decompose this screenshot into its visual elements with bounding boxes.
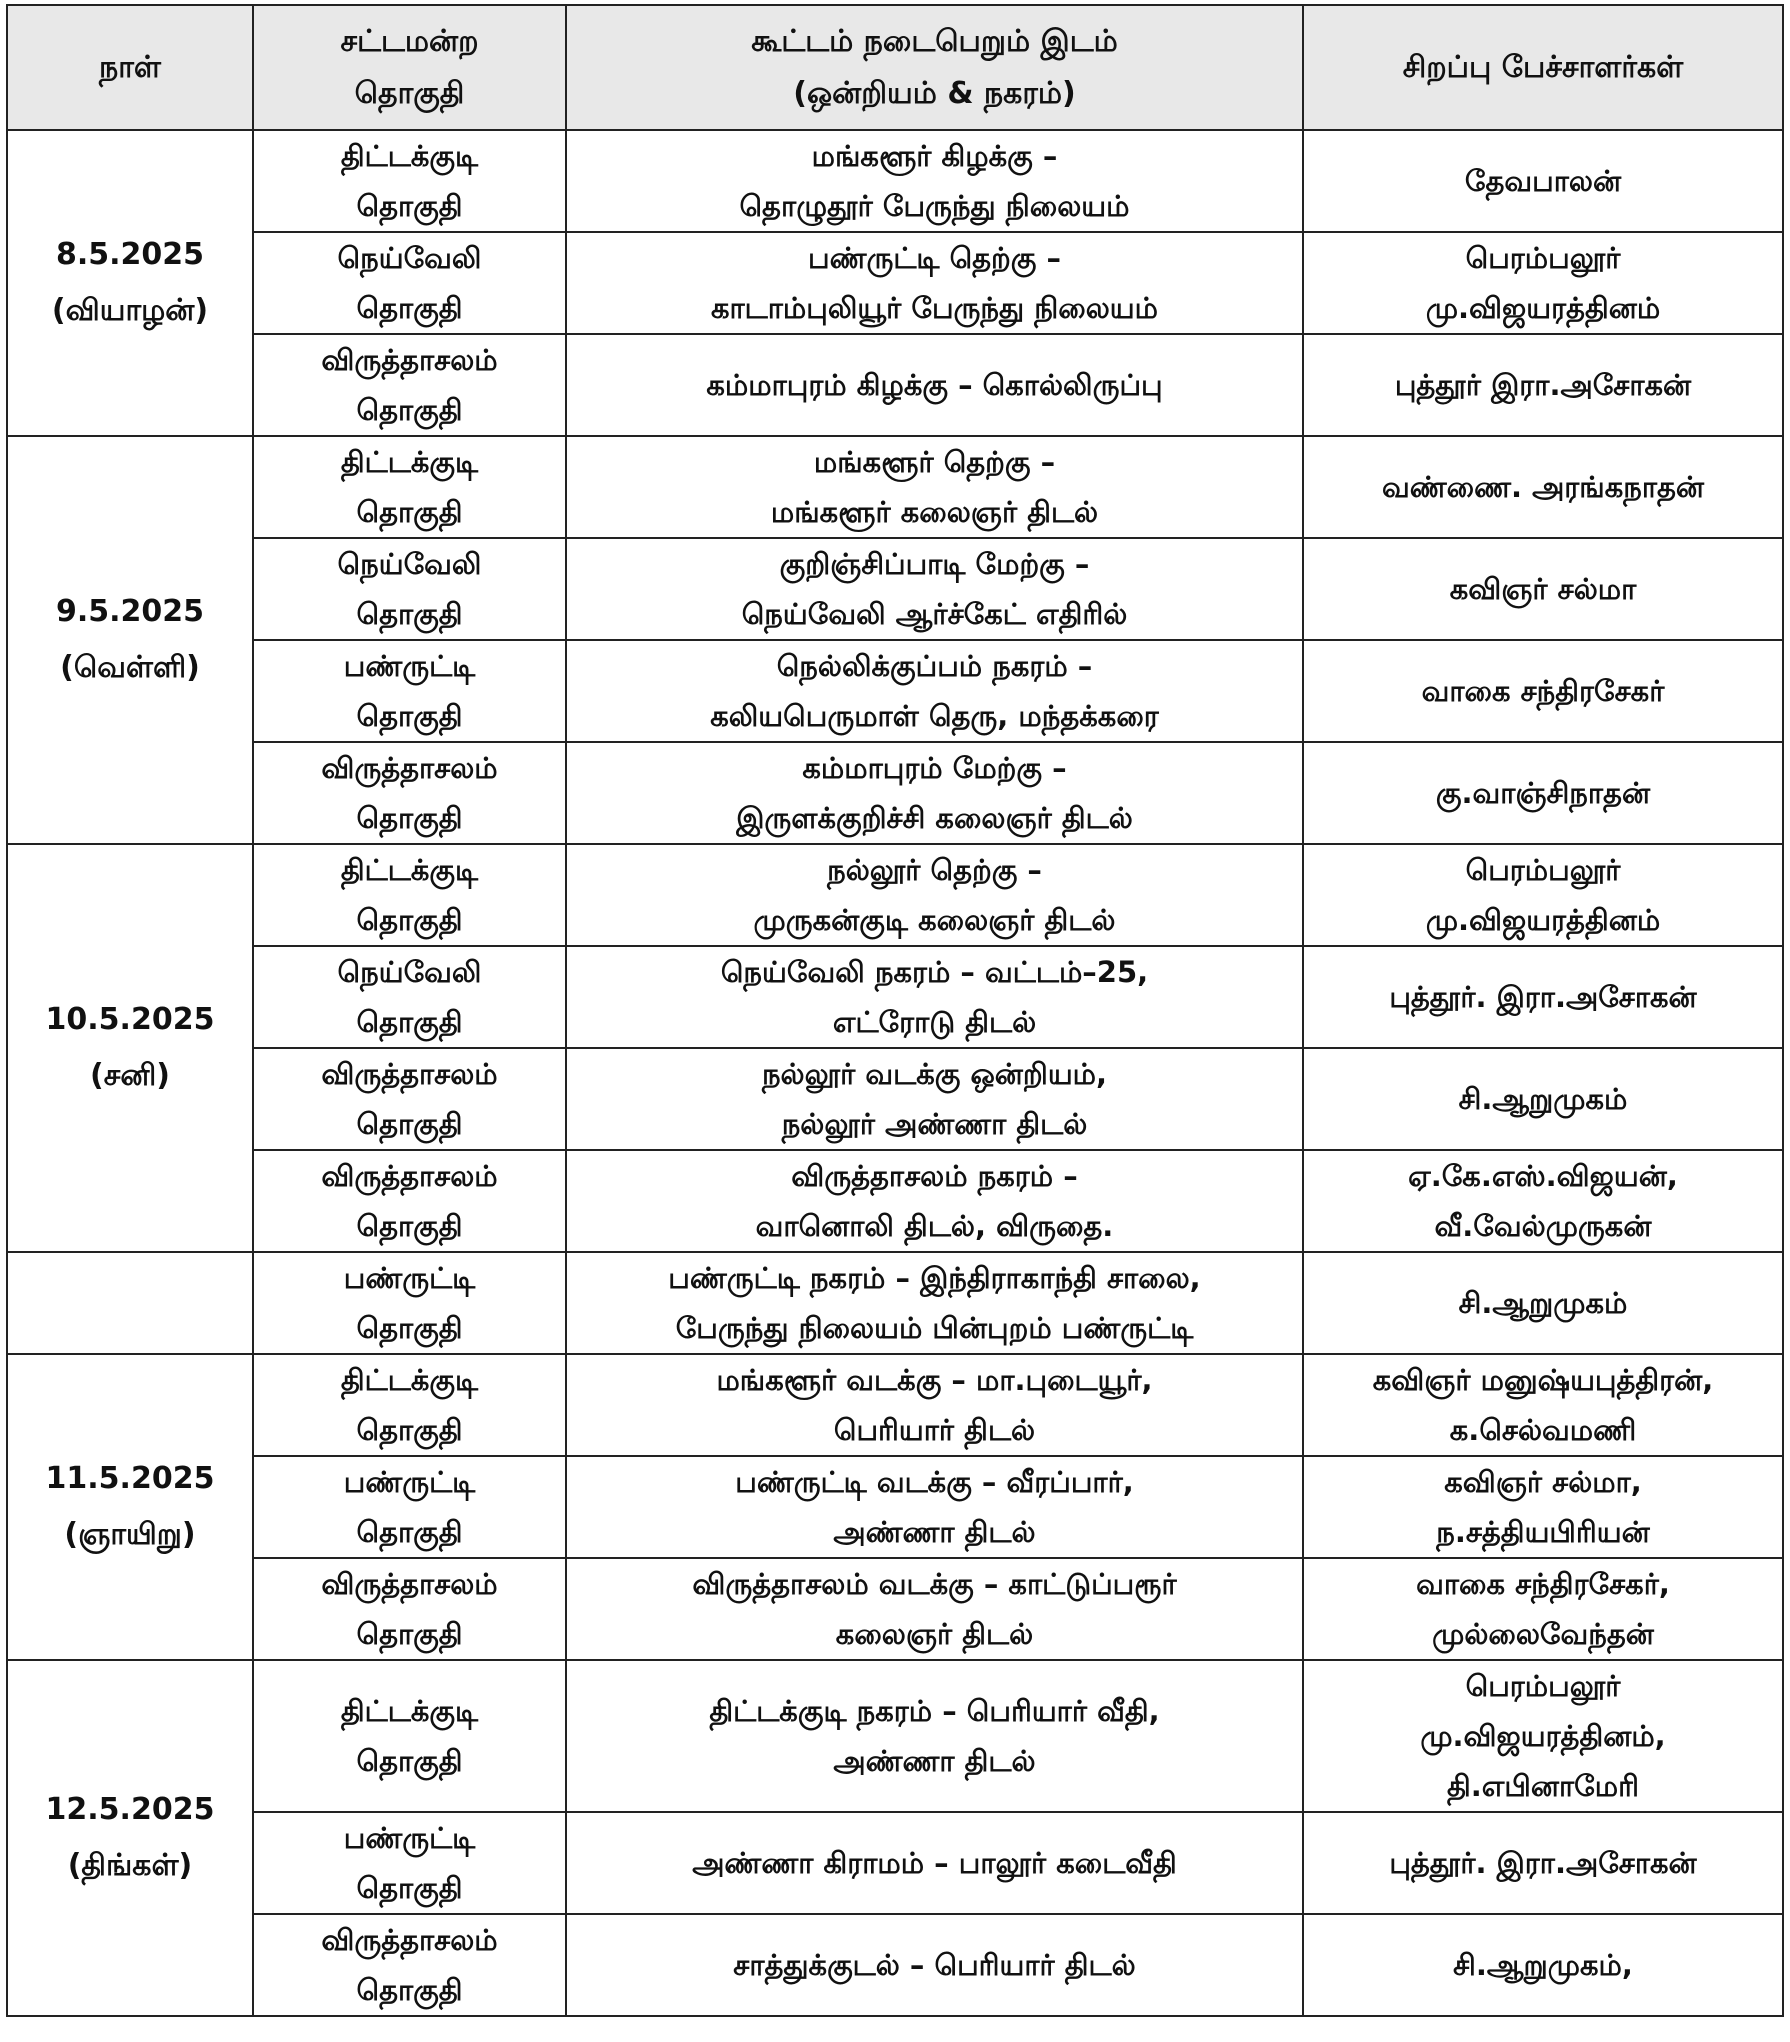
- date-value: 12.5.2025: [45, 1792, 215, 1827]
- venue-cell: [566, 640, 1303, 742]
- constituency-line: திட்டக்குடி: [340, 1694, 479, 1728]
- meeting-schedule-table: [6, 4, 1784, 2017]
- constituency-line: நெய்வேலி: [337, 241, 482, 275]
- date-cell: [7, 1354, 253, 1660]
- constituency-line: திட்டக்குடி: [340, 853, 479, 887]
- speakers-cell: [1303, 1914, 1783, 2016]
- constituency-line: திட்டக்குடி: [340, 445, 479, 479]
- constituency-cell: [253, 232, 566, 334]
- constituency-line: நெய்வேலி: [337, 547, 482, 581]
- constituency-line: பண்ருட்டி: [343, 1465, 476, 1499]
- constituency-cell: [253, 130, 566, 232]
- venue-line: அண்ணா திடல்: [833, 1515, 1036, 1549]
- constituency-cell: [253, 640, 566, 742]
- constituency-line: விருத்தாசலம்: [321, 343, 498, 377]
- table-row: [7, 1914, 1783, 2016]
- speaker-line: க.செல்வமணி: [1449, 1413, 1637, 1447]
- venue-cell: [566, 334, 1303, 436]
- venue-line: நெய்வேலி ஆர்ச்கேட் எதிரில்: [741, 597, 1128, 631]
- venue-cell: [566, 1456, 1303, 1558]
- venue-line: சாத்துக்குடல் – பெரியார் திடல்: [733, 1948, 1136, 1982]
- constituency-line: தொகுதி: [356, 1107, 463, 1141]
- speakers-cell: [1303, 538, 1783, 640]
- constituency-line: நெய்வேலி: [337, 955, 482, 989]
- constituency-line: தொகுதி: [356, 1005, 463, 1039]
- constituency-line: தொகுதி: [356, 1744, 463, 1778]
- table-row: [7, 1812, 1783, 1914]
- header-date: நாள்: [7, 5, 253, 130]
- venue-cell: [566, 130, 1303, 232]
- speakers-cell: [1303, 334, 1783, 436]
- speaker-line: கவிஞர் மனுஷ்யபுத்திரன்,: [1372, 1363, 1714, 1397]
- speaker-line: புத்தூர். இரா.அசோகன்: [1389, 980, 1697, 1014]
- venue-line: விருத்தாசலம் வடக்கு – காட்டுப்பரூர்: [692, 1567, 1177, 1601]
- table-row: [7, 640, 1783, 742]
- venue-line: திட்டக்குடி நகரம் – பெரியார் வீதி,: [709, 1694, 1160, 1728]
- venue-line: காடாம்புலியூர் பேருந்து நிலையம்: [710, 291, 1158, 325]
- constituency-cell: [253, 1660, 566, 1812]
- table-row: [7, 130, 1783, 232]
- venue-cell: [566, 1558, 1303, 1660]
- venue-cell: [566, 1048, 1303, 1150]
- speaker-line: பெரம்பலூர்: [1465, 1669, 1621, 1703]
- constituency-cell: [253, 436, 566, 538]
- schedule-document: [6, 4, 1782, 2017]
- venue-line: பேருந்து நிலையம் பின்புறம் பண்ருட்டி: [675, 1311, 1194, 1345]
- speaker-line: பெரம்பலூர்: [1465, 241, 1621, 275]
- venue-cell: [566, 232, 1303, 334]
- speakers-cell: [1303, 436, 1783, 538]
- venue-line: பண்ருட்டி தெற்கு –: [807, 241, 1061, 275]
- constituency-cell: [253, 1048, 566, 1150]
- constituency-line: பண்ருட்டி: [343, 1261, 476, 1295]
- venue-cell: [566, 844, 1303, 946]
- speaker-line: புத்தூர். இரா.அசோகன்: [1389, 1846, 1697, 1880]
- venue-cell: [566, 1354, 1303, 1456]
- speaker-line: கு.வாஞ்சிநாதன்: [1435, 776, 1651, 810]
- speaker-line: மு.விஜயரத்தினம்: [1425, 903, 1661, 937]
- table-row: [7, 1252, 1783, 1354]
- venue-line: எட்ரோடு திடல்: [832, 1005, 1037, 1039]
- venue-line: குறிஞ்சிப்பாடி மேற்கு –: [779, 547, 1090, 581]
- constituency-cell: [253, 538, 566, 640]
- speaker-line: ஏ.கே.எஸ்.விஜயன்,: [1408, 1159, 1678, 1193]
- venue-line: மங்களூர் கிழக்கு –: [811, 139, 1058, 173]
- date-value: 9.5.2025: [55, 594, 205, 629]
- constituency-cell: [253, 334, 566, 436]
- venue-line: கலியபெருமாள் தெரு, மந்தக்கரை: [710, 699, 1159, 733]
- date-cell: [7, 844, 253, 1252]
- speaker-line: சி.ஆறுமுகம்,: [1453, 1948, 1633, 1982]
- table-row: [7, 1048, 1783, 1150]
- speakers-cell: [1303, 1456, 1783, 1558]
- schedule-body: [7, 130, 1783, 2016]
- date-cell: [7, 130, 253, 436]
- constituency-line: தொகுதி: [356, 393, 463, 427]
- constituency-line: விருத்தாசலம்: [321, 1567, 498, 1601]
- speaker-line: வண்ணை. அரங்கநாதன்: [1381, 470, 1705, 504]
- table-row: [7, 742, 1783, 844]
- date-cell: [7, 1252, 253, 1354]
- speakers-cell: [1303, 742, 1783, 844]
- table-row: [7, 1558, 1783, 1660]
- constituency-cell: [253, 1558, 566, 1660]
- table-row: [7, 1456, 1783, 1558]
- speaker-line: சி.ஆறுமுகம்: [1458, 1286, 1628, 1320]
- constituency-line: பண்ருட்டி: [343, 649, 476, 683]
- constituency-line: தொகுதி: [356, 1973, 463, 2007]
- venue-cell: [566, 1914, 1303, 2016]
- constituency-line: தொகுதி: [356, 1209, 463, 1243]
- constituency-line: விருத்தாசலம்: [321, 1923, 498, 1957]
- venue-cell: [566, 1660, 1303, 1812]
- constituency-cell: [253, 1354, 566, 1456]
- speakers-cell: [1303, 1150, 1783, 1252]
- day-name: (வியாழன்): [51, 293, 209, 328]
- date-value: 8.5.2025: [55, 237, 205, 272]
- speaker-line: தி.எபினாமேரி: [1447, 1769, 1639, 1803]
- table-row: [7, 1150, 1783, 1252]
- table-row: [7, 1660, 1783, 1812]
- venue-line: கம்மாபுரம் மேற்கு –: [802, 751, 1067, 785]
- speakers-cell: [1303, 1812, 1783, 1914]
- venue-line: அண்ணா கிராமம் – பாலூர் கடைவீதி: [692, 1846, 1177, 1880]
- speakers-cell: [1303, 1048, 1783, 1150]
- venue-cell: [566, 742, 1303, 844]
- speaker-line: ந.சத்தியபிரியன்: [1436, 1515, 1650, 1549]
- header-speakers: சிறப்பு பேச்சாளர்கள்: [1303, 5, 1783, 130]
- constituency-line: விருத்தாசலம்: [321, 1159, 498, 1193]
- speaker-line: வாகை சந்திரசேகர்: [1421, 674, 1665, 708]
- venue-line: இருளக்குறிச்சி கலைஞர் திடல்: [736, 801, 1133, 835]
- day-name: (வெள்ளி): [60, 650, 200, 685]
- date-cell: [7, 436, 253, 844]
- constituency-line: திட்டக்குடி: [340, 1363, 479, 1397]
- venue-cell: [566, 1812, 1303, 1914]
- speaker-line: தேவபாலன்: [1464, 164, 1622, 198]
- speaker-line: முல்லைவேந்தன்: [1432, 1617, 1654, 1651]
- venue-line: நல்லூர் வடக்கு ஒன்றியம்,: [761, 1057, 1108, 1091]
- venue-line: பெரியார் திடல்: [833, 1413, 1036, 1447]
- day-name: (ஞாயிறு): [64, 1517, 196, 1552]
- venue-line: கம்மாபுரம் கிழக்கு – கொல்லிருப்பு: [706, 368, 1163, 402]
- speaker-line: வாகை சந்திரசேகர்,: [1416, 1567, 1670, 1601]
- constituency-line: தொகுதி: [356, 495, 463, 529]
- speakers-cell: [1303, 1354, 1783, 1456]
- speakers-cell: [1303, 946, 1783, 1048]
- table-row: [7, 334, 1783, 436]
- speaker-line: வீ.வேல்முருகன்: [1434, 1209, 1652, 1243]
- constituency-cell: [253, 1914, 566, 2016]
- venue-line: கலைஞர் திடல்: [835, 1617, 1034, 1651]
- speakers-cell: [1303, 1660, 1783, 1812]
- constituency-line: தொகுதி: [356, 1311, 463, 1345]
- speakers-cell: [1303, 1252, 1783, 1354]
- constituency-line: விருத்தாசலம்: [321, 1057, 498, 1091]
- venue-line: நெய்வேலி நகரம் – வட்டம்–25,: [720, 955, 1149, 989]
- venue-line: மங்களூர் தெற்கு –: [813, 445, 1056, 479]
- date-value: 10.5.2025: [45, 1002, 215, 1037]
- constituency-line: தொகுதி: [356, 1515, 463, 1549]
- venue-line: அண்ணா திடல்: [833, 1744, 1036, 1778]
- header-constituency: சட்டமன்ற தொகுதி: [253, 5, 566, 130]
- speakers-cell: [1303, 640, 1783, 742]
- speaker-line: புத்தூர் இரா.அசோகன்: [1394, 368, 1692, 402]
- speakers-cell: [1303, 844, 1783, 946]
- constituency-cell: [253, 946, 566, 1048]
- constituency-line: தொகுதி: [356, 699, 463, 733]
- constituency-line: தொகுதி: [356, 801, 463, 835]
- constituency-line: தொகுதி: [356, 1617, 463, 1651]
- table-row: [7, 1354, 1783, 1456]
- venue-cell: [566, 436, 1303, 538]
- constituency-cell: [253, 1812, 566, 1914]
- venue-line: மங்களூர் வடக்கு – மா.புடையூர்,: [716, 1363, 1153, 1397]
- venue-line: தொழுதூர் பேருந்து நிலையம்: [739, 189, 1130, 223]
- constituency-line: தொகுதி: [356, 189, 463, 223]
- constituency-line: தொகுதி: [356, 1413, 463, 1447]
- speakers-cell: [1303, 130, 1783, 232]
- speaker-line: மு.விஜயரத்தினம்: [1425, 291, 1661, 325]
- table-row: [7, 844, 1783, 946]
- speaker-line: பெரம்பலூர்: [1465, 853, 1621, 887]
- constituency-line: விருத்தாசலம்: [321, 751, 498, 785]
- table-row: [7, 538, 1783, 640]
- constituency-cell: [253, 1150, 566, 1252]
- day-name: (திங்கள்): [67, 1848, 193, 1883]
- day-name: (சனி): [90, 1058, 170, 1093]
- speakers-cell: [1303, 232, 1783, 334]
- constituency-line: தொகுதி: [356, 903, 463, 937]
- constituency-line: திட்டக்குடி: [340, 139, 479, 173]
- constituency-line: தொகுதி: [356, 1871, 463, 1905]
- venue-line: விருத்தாசலம் நகரம் –: [791, 1159, 1078, 1193]
- header-venue: கூட்டம் நடைபெறும் இடம் (ஒன்றியம் & நகரம்): [566, 5, 1303, 130]
- constituency-cell: [253, 742, 566, 844]
- header-row: [7, 5, 1783, 130]
- table-row: [7, 436, 1783, 538]
- venue-line: மங்களூர் கலைஞர் திடல்: [770, 495, 1099, 529]
- speaker-line: மு.விஜயரத்தினம்,: [1420, 1719, 1666, 1753]
- constituency-cell: [253, 844, 566, 946]
- venue-line: நெல்லிக்குப்பம் நகரம் –: [776, 649, 1093, 683]
- date-cell: [7, 1660, 253, 2016]
- date-value: 11.5.2025: [45, 1461, 215, 1496]
- venue-line: நல்லூர் அண்ணா திடல்: [781, 1107, 1088, 1141]
- venue-cell: [566, 538, 1303, 640]
- speaker-line: கவிஞர் சல்மா,: [1444, 1465, 1642, 1499]
- venue-cell: [566, 1252, 1303, 1354]
- venue-cell: [566, 1150, 1303, 1252]
- speakers-cell: [1303, 1558, 1783, 1660]
- constituency-cell: [253, 1456, 566, 1558]
- speaker-line: சி.ஆறுமுகம்: [1458, 1082, 1628, 1116]
- table-row: [7, 946, 1783, 1048]
- venue-line: வானொலி திடல், விருதை.: [755, 1209, 1114, 1243]
- venue-line: பண்ருட்டி வடக்கு – வீரப்பார்,: [735, 1465, 1134, 1499]
- constituency-line: தொகுதி: [356, 291, 463, 325]
- constituency-line: தொகுதி: [356, 597, 463, 631]
- venue-line: முருகன்குடி கலைஞர் திடல்: [753, 903, 1116, 937]
- speaker-line: கவிஞர் சல்மா: [1449, 572, 1637, 606]
- table-row: [7, 232, 1783, 334]
- venue-line: பண்ருட்டி நகரம் – இந்திராகாந்தி சாலை,: [668, 1261, 1201, 1295]
- venue-line: நல்லூர் தெற்கு –: [827, 853, 1042, 887]
- constituency-cell: [253, 1252, 566, 1354]
- constituency-line: பண்ருட்டி: [343, 1821, 476, 1855]
- venue-cell: [566, 946, 1303, 1048]
